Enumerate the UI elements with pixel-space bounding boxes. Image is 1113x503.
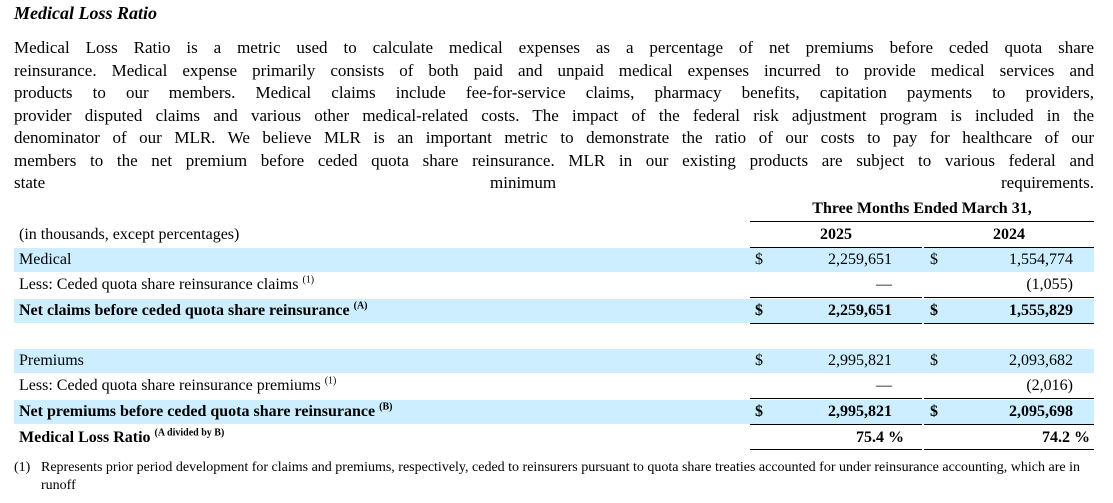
row-label: Premiums	[19, 352, 84, 369]
footnote-ref: (A)	[353, 300, 368, 312]
value-2025: —	[876, 276, 892, 293]
row-label: Net premiums before ceded quota share reinsurance $^{(B)}$	[19, 401, 393, 420]
total-rule	[750, 424, 922, 425]
table-row	[14, 248, 1094, 272]
paragraph-word: state	[14, 173, 46, 192]
paragraph-line: denominator of our MLR. We believe MLR is an important metric to demonstrate the ratio of our costs to pay for healthcare of our	[14, 128, 1094, 147]
value-2025: 2,259,651	[828, 251, 892, 268]
currency-symbol: $	[755, 403, 763, 420]
row-label: Net claims before ceded quota share reinsurance $^{(A)}$	[19, 300, 368, 319]
subtotal-rule	[924, 297, 1094, 298]
currency-symbol: $	[755, 251, 763, 268]
period-header: Three Months Ended March 31,	[750, 197, 1094, 222]
row-label: Medical Loss Ratio $^{(A divided by B)}$	[19, 427, 225, 446]
row-label: Less: Ceded quota share reinsurance claims $^{(1)}$	[19, 274, 315, 293]
total-rule	[924, 424, 1094, 425]
row-label: Medical	[19, 251, 72, 268]
value-2024: (1,055)	[1026, 276, 1073, 293]
value-2024: 2,095,698	[1009, 403, 1073, 420]
footnote-ref: (A divided by B)	[154, 427, 225, 439]
total-rule	[924, 449, 1094, 450]
table-row	[14, 400, 1094, 424]
value-2024: 74.2 %	[1042, 429, 1090, 446]
section-title: Medical Loss Ratio	[14, 3, 157, 23]
value-2024: 1,555,829	[1009, 302, 1073, 319]
total-rule	[924, 323, 1094, 324]
paragraph-line: products to our members. Medical claims include fee-for-service claims, pharmacy benefits, capitation payments to providers,	[14, 83, 1094, 102]
currency-symbol: $	[930, 403, 938, 420]
total-rule	[750, 449, 922, 450]
footnote-ref: (1)	[302, 274, 315, 286]
subtotal-rule	[750, 398, 922, 399]
currency-symbol: $	[930, 352, 938, 369]
paragraph-line: Medical Loss Ratio is a metric used to calculate medical expenses as a percentage of net premiums before ceded quota share	[14, 38, 1094, 57]
paragraph-line: provider disputed claims and various other medical-related costs. The impact of the federal risk adjustment program is included in the	[14, 105, 1094, 125]
table-row	[14, 273, 1094, 297]
year-header-2024: 2024	[924, 223, 1094, 248]
paragraph-line: members to the net premium before ceded quota share reinsurance. MLR in our existing products are subject to various federal and	[14, 150, 1094, 170]
footnote-mark: (1)	[14, 460, 31, 475]
footnote-ref: (B)	[379, 401, 393, 413]
value-2025: —	[876, 377, 892, 394]
paragraph-word: minimum	[490, 173, 557, 192]
footnote-text: Represents prior period development for claims and premiums, respectively, ceded to reinsurers pursuant to quota share treaties accounted for under reinsurance accounting, which are in runoff	[41, 460, 1080, 493]
table-row	[14, 299, 1094, 323]
units-note: (in thousands, except percentages)	[19, 226, 240, 243]
currency-symbol: $	[930, 302, 938, 319]
value-2025: 2,995,821	[828, 352, 892, 369]
value-2024: 2,093,682	[1009, 352, 1073, 369]
table-row	[14, 426, 1094, 450]
table-row	[14, 374, 1094, 398]
value-2025: 75.4 %	[856, 429, 904, 446]
table-row	[14, 349, 1094, 373]
footnote	[14, 459, 1094, 495]
value-2025: 2,995,821	[828, 403, 892, 420]
paragraph-word: requirements.	[1001, 173, 1094, 192]
subtotal-rule	[750, 297, 922, 298]
subtotal-rule	[924, 398, 1094, 399]
year-header-2025: 2025	[750, 223, 922, 248]
value-2025: 2,259,651	[828, 302, 892, 319]
total-rule	[750, 323, 922, 324]
currency-symbol: $	[930, 251, 938, 268]
currency-symbol: $	[755, 302, 763, 319]
paragraph-last-line	[14, 172, 1094, 195]
paragraph-line: reinsurance. Medical expense primarily consists of both paid and unpaid medical expenses incurred to provide medical services and	[14, 60, 1094, 80]
value-2024: 1,554,774	[1009, 251, 1073, 268]
currency-symbol: $	[755, 352, 763, 369]
value-2024: (2,016)	[1026, 377, 1073, 394]
row-label: Less: Ceded quota share reinsurance premiums $^{(1)}$	[19, 375, 337, 394]
footnote-ref: (1)	[324, 375, 337, 387]
description-paragraph	[14, 37, 1094, 195]
